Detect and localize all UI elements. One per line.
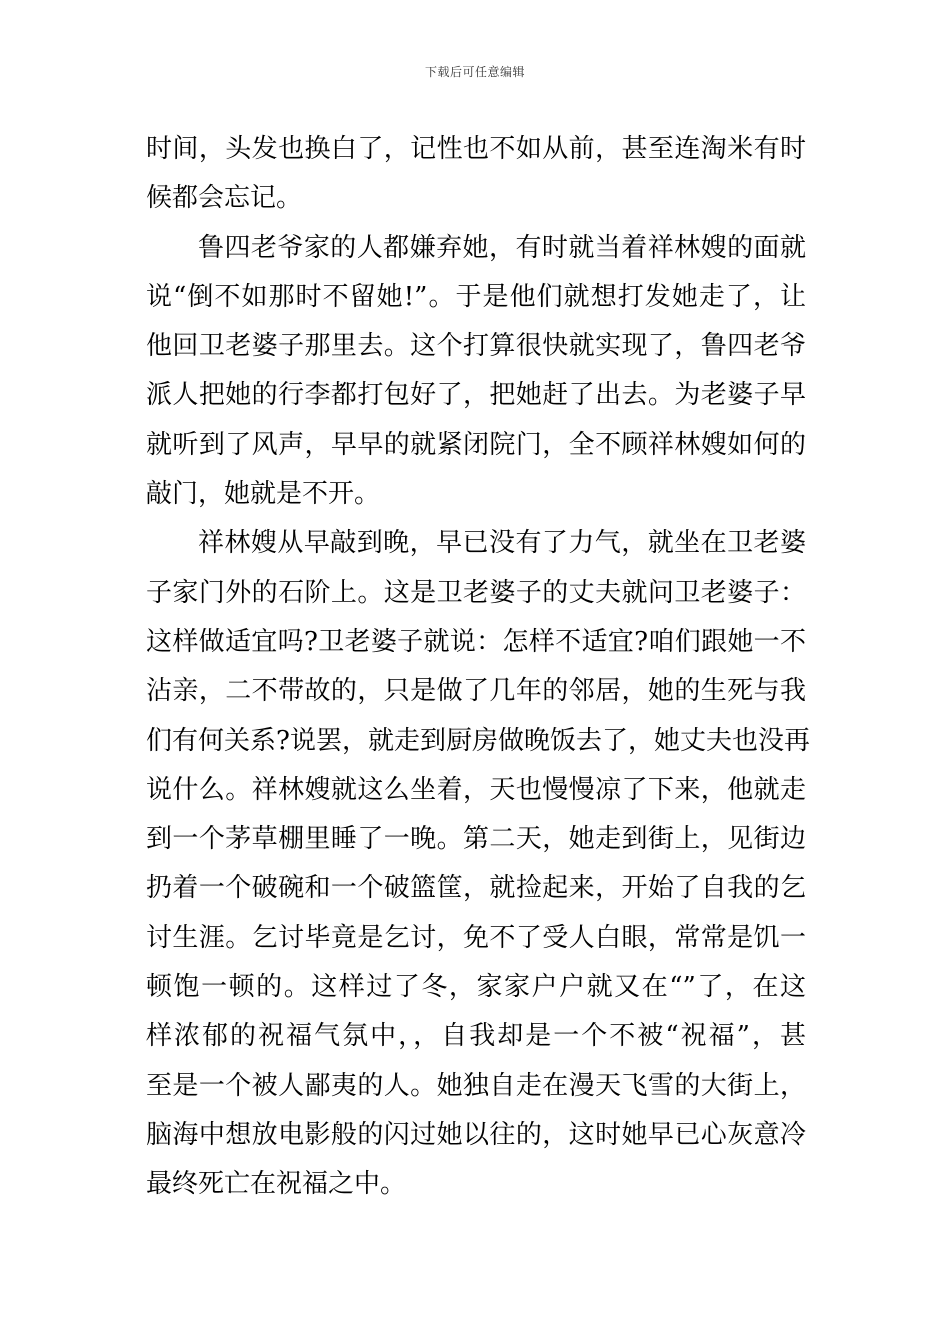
text-line: 说“倒不如那时不留她!”。于是他们就想打发她走了，让 xyxy=(146,281,806,312)
text-line: 派人把她的行李都打包好了，把她赶了出去。为老婆子早 xyxy=(146,380,806,411)
text-line: 祥林嫂从早敲到晚，早已没有了力气，就坐在卫老婆 xyxy=(198,528,806,559)
text-line: 脑海中想放电影般的闪过她以往的，这时她早已心灰意冷 xyxy=(146,1119,806,1150)
text-line: 沾亲，二不带故的，只是做了几年的邻居，她的生死与我 xyxy=(146,676,806,707)
page-header-note: 下载后可任意编辑 xyxy=(424,65,525,79)
text-line: 时间，头发也换白了，记性也不如从前，甚至连淘米有时 xyxy=(146,134,806,164)
text-line: 就听到了风声，早早的就紧闭院门，全不顾祥林嫂如何的 xyxy=(146,429,806,460)
text-line: 讨生涯。乞讨毕竟是乞讨，免不了受人白眼，常常是饥一 xyxy=(146,922,806,953)
text-line: 至是一个被人鄙夷的人。她独自走在漫天飞雪的大街上， xyxy=(146,1070,806,1101)
text-line: 最终死亡在祝福之中。 xyxy=(146,1169,407,1200)
text-line: 他回卫老婆子那里去。这个打算很快就实现了，鲁四老爷 xyxy=(146,331,806,362)
text-line: 这样做适宜吗?卫老婆子就说：怎样不适宜?咱们跟她一不 xyxy=(146,626,806,657)
text-line: 们有何关系?说罢，就走到厨房做晚饭去了，她丈夫也没再 xyxy=(146,725,810,756)
text-line: 到一个茅草棚里睡了一晚。第二天，她走到街上，见街边 xyxy=(146,824,806,855)
text-line: 说什么。祥林嫂就这么坐着，天也慢慢凉了下来，他就走 xyxy=(146,774,806,805)
text-line: 扔着一个破碗和一个破篮筐，就捡起来，开始了自我的乞 xyxy=(146,873,806,904)
text-line: 顿饱一顿的。这样过了冬，家家户户就又在“”了，在这 xyxy=(146,972,806,1003)
text-line: 候都会忘记。 xyxy=(146,183,303,214)
document-body xyxy=(146,125,810,1210)
text-line: 子家门外的石阶上。这是卫老婆子的丈夫就问卫老婆子： xyxy=(146,577,806,608)
text-line: 样浓郁的祝福气氛中，，自我却是一个不被“祝福”，甚 xyxy=(146,1021,806,1052)
text-line: 鲁四老爷家的人都嫌弃她，有时就当着祥林嫂的面就 xyxy=(198,232,806,263)
text-line: 敲门，她就是不开。 xyxy=(146,479,381,510)
